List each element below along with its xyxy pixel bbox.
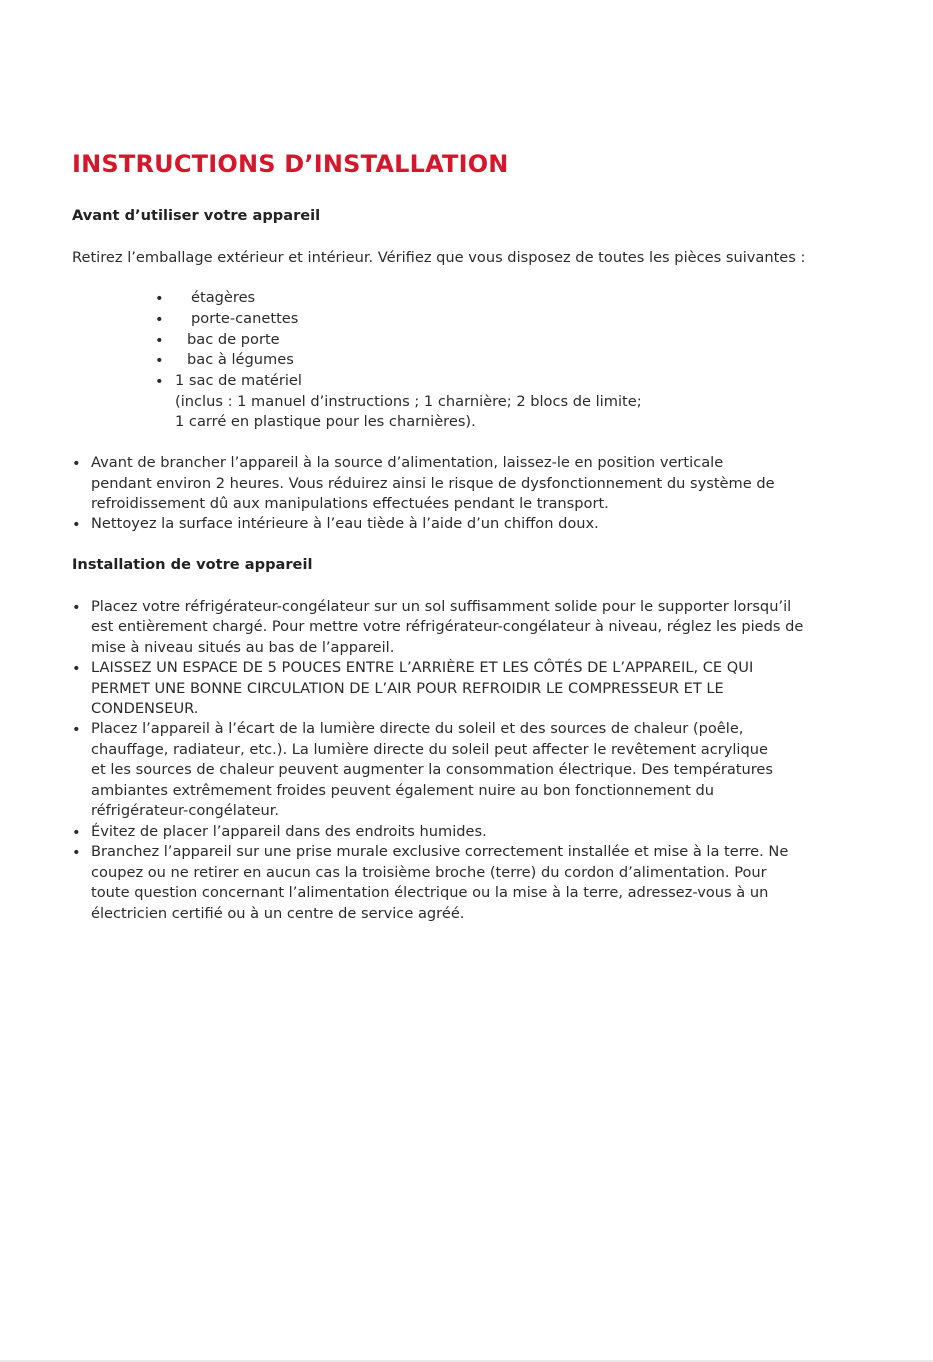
bullet-text: LAISSEZ UN ESPACE DE 5 POUCES ENTRE L’ARRIÈRE ET LES CÔTÉS DE L’APPAREIL, CE QUI [91,659,754,676]
intro-paragraph: Retirez l’emballage extérieur et intérieur. Vérifiez que vous disposez de toutes les pièces suivantes : [72,249,806,266]
list-item: étagères [191,289,256,306]
bullet-text: chauffage, radiateur, etc.). La lumière directe du soleil peut affecter le revêtement acrylique [91,741,768,758]
bullet-text: ambiantes extrêmement froides peuvent également nuire au bon fonctionnement du [91,782,714,799]
bullet-text: refroidissement dû aux manipulations effectuées pendant le transport. [91,495,609,512]
bullet-marker: • [72,599,81,616]
bullet-marker: • [155,352,164,369]
bullet-text: pendant environ 2 heures. Vous réduirez ainsi le risque de dysfonctionnement du système de [91,475,775,492]
section-heading-before-use: Avant d’utiliser votre appareil [72,207,321,224]
bullet-text: PERMET UNE BONNE CIRCULATION DE L’AIR POUR REFROIDIR LE COMPRESSEUR ET LE [91,680,724,697]
list-item: 1 sac de matériel [175,372,302,389]
bullet-marker: • [72,844,81,861]
page-title: INSTRUCTIONS D’INSTALLATION [72,150,509,178]
bullet-text: et les sources de chaleur peuvent augmenter la consommation électrique. Des températures [91,761,774,778]
bullet-text: Avant de brancher l’appareil à la source d’alimentation, laissez-le en position verticale [91,454,724,471]
bullet-marker: • [155,332,164,349]
bullet-marker: • [72,824,81,841]
bullet-text: Évitez de placer l’appareil dans des endroits humides. [91,823,487,840]
bullet-marker: • [155,373,164,390]
bullet-text: mise à niveau situés au bas de l’appareil. [91,639,395,656]
list-item: bac à légumes [187,351,294,368]
list-item: porte-canettes [191,310,299,327]
bullet-text: coupez ou ne retirer en aucun cas la troisième broche (terre) du cordon d’alimentation. Pour [91,864,767,881]
bullet-marker: • [72,455,81,472]
bullet-text: Branchez l’appareil sur une prise murale exclusive correctement installée et mise à la terre. Ne [91,843,789,860]
bullet-text: Placez l’appareil à l’écart de la lumière directe du soleil et des sources de chaleur (poêle, [91,720,744,737]
list-item: bac de porte [187,331,280,348]
list-item-note: 1 carré en plastique pour les charnières). [175,413,476,430]
section-heading-installation: Installation de votre appareil [72,556,313,573]
bullet-text: électricien certifié ou à un centre de service agréé. [91,905,465,922]
bullet-marker: • [72,721,81,738]
bullet-text: Nettoyez la surface intérieure à l’eau tiède à l’aide d’un chiffon doux. [91,515,599,532]
bullet-text: CONDENSEUR. [91,700,199,717]
bullet-text: réfrigérateur-congélateur. [91,802,280,819]
list-item-note: (inclus : 1 manuel d’instructions ; 1 charnière; 2 blocs de limite; [175,393,642,410]
bullet-text: toute question concernant l’alimentation électrique ou la mise à la terre, adressez-vous à un [91,884,769,901]
bullet-marker: • [72,660,81,677]
bullet-text: Placez votre réfrigérateur-congélateur sur un sol suffisamment solide pour le supporter lorsqu’il [91,598,792,615]
bullet-marker: • [155,290,164,307]
bullet-marker: • [72,516,81,533]
bullet-text: est entièrement chargé. Pour mettre votre réfrigérateur-congélateur à niveau, réglez les pieds de [91,618,804,635]
bullet-marker: • [155,311,164,328]
